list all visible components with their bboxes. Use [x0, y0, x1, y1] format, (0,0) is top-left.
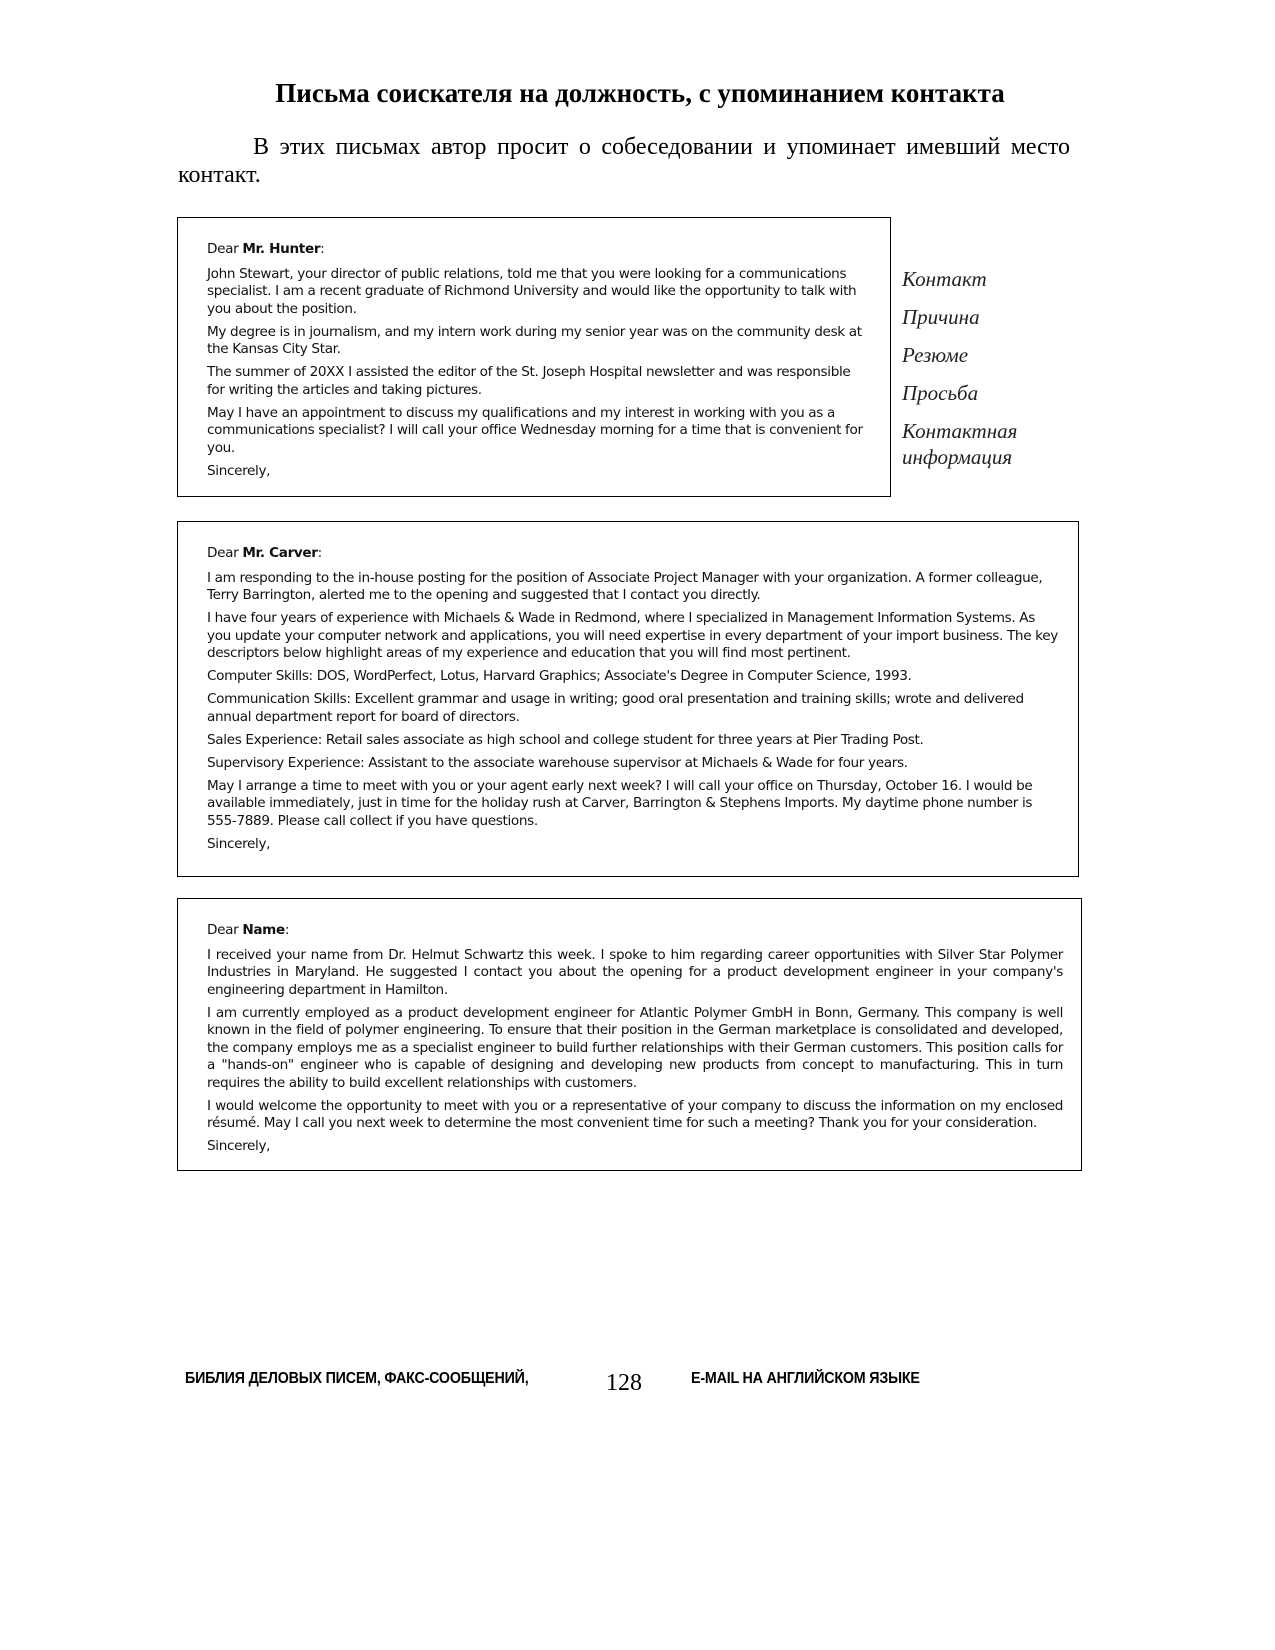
letter-salutation: [207, 241, 870, 259]
letter-closing: Sincerely,: [207, 835, 271, 852]
letter-paragraph: May I arrange a time to meet with you or your agent early next week? I will call your office on Thursday, October 16. I would be available immediately, just in time for the holiday rush at Carver, Barrington & Stephens Imports. My daytime phone number is 555-7889. Please call collect if you have questions.: [207, 777, 1033, 829]
addressee-name: Mr. Carver: [242, 545, 318, 561]
footer-book-title: БИБЛИЯ ДЕЛОВЫХ ПИСЕМ, ФАКС-СООБЩЕНИЙ,: [185, 1370, 529, 1387]
footer-book-subtitle: E-MAIL НА АНГЛИЙСКОМ ЯЗЫКЕ: [691, 1370, 920, 1387]
salutation-prefix: Dear: [207, 922, 243, 938]
letter-paragraph: I would welcome the opportunity to meet with you or a representative of your company to discuss the information on my enclosed résumé. May I call you next week to determine the most convenient time for such a meeting? Thank you for your consideration.: [207, 1097, 1063, 1131]
salutation-suffix: :: [317, 545, 322, 561]
page-number: 128: [606, 1370, 642, 1396]
letter-paragraph: My degree is in journalism, and my intern work during my senior year was on the community desk at the Kansas City Star.: [207, 323, 862, 357]
letter-closing: Sincerely,: [207, 462, 271, 479]
letter-hunter: [177, 217, 891, 497]
page-title: Письма соискателя на должность, с упоминанием контакта: [275, 78, 1005, 108]
letter-paragraph: Computer Skills: DOS, WordPerfect, Lotus, Harvard Graphics; Associate's Degree in Computer Science, 1993.: [207, 668, 912, 684]
letter-paragraph: I am responding to the in-house posting for the position of Associate Project Manager with your organization. A former colleague, Terry Barrington, alerted me to the opening and suggested that I contact you directly.: [207, 569, 1043, 603]
letter-closing: Sincerely,: [207, 1138, 271, 1154]
annotation-reason: Причина: [902, 305, 980, 329]
letter-name: [177, 898, 1082, 1171]
letter-paragraph: John Stewart, your director of public relations, told me that you were looking for a communications specialist. I am a recent graduate of Richmond University and would like the opportunity to talk with you about the position.: [207, 265, 857, 317]
letter-paragraph: I have four years of experience with Michaels & Wade in Redmond, where I specialized in Management Information Systems. As you update your computer network and applications, you will need expertise in every department of your import business. The key descriptors below highlight areas of my experience and education that you will find most pertinent.: [207, 610, 1058, 661]
intro-paragraph: В этих письмах автор просит о собеседовании и упоминает имевший место контакт.: [178, 134, 1070, 188]
letter-annotations: [902, 266, 1082, 482]
addressee-name: Name: [242, 922, 285, 938]
annotation-resume: Резюме: [902, 343, 969, 367]
letter-paragraph: I am currently employed as a product development engineer for Atlantic Polymer GmbH in Bonn, Germany. This company is well known in the field of polymer engineering. To ensure that their position in the German marketplace is consolidated and developed, the company employs me as a specialist engineer to build further relationships with their German customers. This position calls for a "hands-on" engineer who is capable of designing and developing new products from concept to manufacturing. This in turn requires the ability to build excellent relationships with customers.: [207, 1004, 1063, 1091]
letter-paragraph: Sales Experience: Retail sales associate as high school and college student for three years at Pier Trading Post.: [207, 731, 924, 748]
letter-paragraph: May I have an appointment to discuss my qualifications and my interest in working with you as a communications specialist? I will call your office Wednesday morning for a time that is convenient for you.: [207, 404, 863, 456]
letter-paragraph: I received your name from Dr. Helmut Schwartz this week. I spoke to him regarding career opportunities with Silver Star Polymer Industries in Maryland. He suggested I contact you about the opening for a product development engineer in your company's engineering department in Hamilton.: [207, 946, 1063, 998]
annotation-request: Просьба: [902, 381, 979, 405]
letter-paragraph: Communication Skills: Excellent grammar and usage in writing; good oral presentation and training skills; wrote and delivered annual department report for board of directors.: [207, 691, 1024, 725]
letter-salutation: [207, 545, 1060, 563]
salutation-suffix: :: [320, 241, 325, 257]
letter-carver: [177, 521, 1079, 877]
annotation-contact: Контакт: [902, 267, 987, 291]
salutation-prefix: Dear: [207, 241, 243, 257]
letter-paragraph: Supervisory Experience: Assistant to the associate warehouse supervisor at Michaels & Wade for four years.: [207, 754, 908, 771]
addressee-name: Mr. Hunter: [242, 241, 321, 257]
salutation-suffix: :: [284, 922, 290, 938]
letter-salutation: [207, 922, 1063, 940]
salutation-prefix: Dear: [207, 545, 243, 561]
letter-paragraph: The summer of 20XX I assisted the editor of the St. Joseph Hospital newsletter and was responsible for writing the articles and taking pictures.: [207, 364, 851, 398]
annotation-contact-info: Контактная информация: [902, 419, 1018, 469]
